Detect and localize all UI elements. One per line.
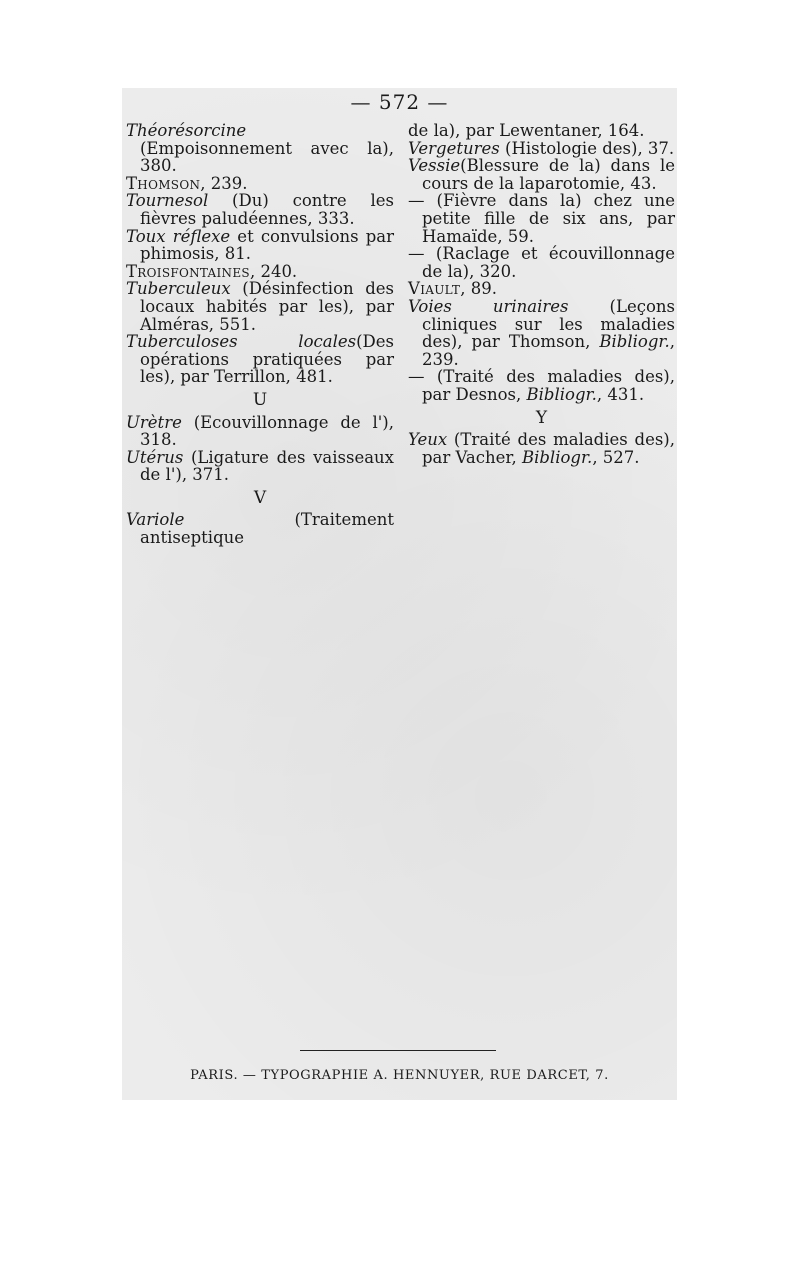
index-entry: Voies urinaires (Leçons cliniques sur les maladies des), par Thomson, Bibliogr., 239. <box>408 296 675 369</box>
index-entry: Viault, 89. <box>408 279 497 299</box>
index-entry: Tuberculeux (Désinfection des locaux habités par les), par Alméras, 551. <box>126 279 394 334</box>
index-entry: Troisfontaines, 240. <box>126 261 298 281</box>
index-group-v-continued <box>408 122 675 404</box>
index-entry: Tuberculoses locales(Des opérations pratiquées par les), par Terrillon, 481. <box>126 332 394 387</box>
index-entry: Utérus (Ligature des vaisseaux de l'), 371. <box>126 447 394 485</box>
index-entry: Tournesol (Du) contre les fièvres paludéennes, 333. <box>126 191 394 228</box>
index-entry: de la), par Lewentaner, 164. <box>408 121 645 140</box>
index-group-u <box>126 414 394 484</box>
index-entry: Urètre (Ecouvillonnage de l'), 318. <box>126 412 394 450</box>
index-entry: — (Traité des maladies des), par Desnos, Bibliogr., 431. <box>408 367 675 404</box>
index-entry: — (Raclage et écouvillonnage de la), 320. <box>408 244 675 281</box>
footer-rule <box>300 1050 496 1051</box>
left-column <box>126 122 394 547</box>
index-group-t <box>126 122 394 386</box>
index-entry: Vessie(Blessure de la) dans le cours de la laparotomie, 43. <box>408 156 675 193</box>
index-entry: Yeux (Traité des maladies des), par Vacher, Bibliogr., 527. <box>408 430 675 467</box>
index-entry: Toux réflexe et convulsions par phimosis, 81. <box>126 226 395 264</box>
printer-imprint: PARIS. — TYPOGRAPHIE A. HENNUYER, RUE DARCET, 7. <box>190 1068 609 1083</box>
right-column <box>408 122 675 466</box>
index-entry: — (Fièvre dans la) chez une petite fille de six ans, par Hamaïde, 59. <box>408 191 675 246</box>
page-number: — 572 — <box>350 90 449 114</box>
index-entry: Variole (Traitement antiseptique <box>126 510 394 548</box>
index-entry: Vergetures (Histologie des), 37. <box>408 138 675 158</box>
index-entry: Thomson, 239. <box>126 173 248 193</box>
index-group-v <box>126 511 394 546</box>
section-letter-y: Y <box>535 407 548 428</box>
section-letter-u: U <box>252 389 268 410</box>
section-letter-v: V <box>253 487 267 508</box>
index-entry: Théorésorcine (Empoisonnement avec la), 380. <box>126 121 394 176</box>
book-page <box>122 88 677 1100</box>
index-group-y <box>408 431 675 466</box>
